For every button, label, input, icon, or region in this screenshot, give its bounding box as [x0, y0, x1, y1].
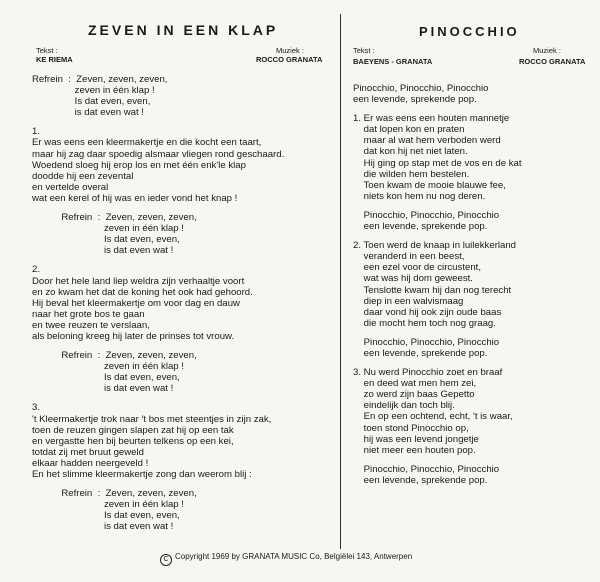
lyric-line	[32, 118, 284, 126]
lyric-line: Is dat even, even,	[32, 510, 180, 522]
lyric-line: doodde hij een zevental	[32, 170, 134, 182]
lyric-line: En het slimme kleermakertje zong dan weerom blij :	[32, 469, 252, 480]
lyric-line: 1.	[32, 126, 41, 138]
lyric-line: elkaar hadden neergeveld !	[32, 457, 149, 469]
lyric-line: diep in een walvismaag	[353, 295, 464, 307]
lyric-line: Pinocchio, Pinocchio, Pinocchio	[353, 83, 489, 94]
lyric-line: en vertelde overal	[32, 181, 109, 193]
lyric-line: zeven in één klap !	[32, 223, 184, 235]
lyric-line: Hij ging op stap met de vos en de kat	[353, 157, 522, 169]
lyric-line	[32, 204, 284, 212]
lyric-line: eindelijk dan toch blij.	[353, 400, 455, 412]
lyric-line: Pinocchio, Pinocchio, Pinocchio	[353, 209, 500, 221]
lyric-line: wat een kerel of hij was en ieder vond het knap !	[32, 192, 238, 204]
lyric-line: zeven in één klap !	[32, 361, 184, 373]
lyric-line: Refrein : Zeven, zeven, zeven,	[32, 212, 197, 224]
left-song-title: ZEVEN IN EEN KLAP	[88, 22, 279, 38]
lyric-line: hij was een levend jongetje	[353, 433, 479, 445]
lyric-line: 1. Er was eens een houten mannetje	[353, 113, 510, 125]
lyric-line: is dat even wat !	[32, 107, 144, 119]
lyric-line	[353, 329, 522, 337]
lyric-line: en deed wat men hem zei,	[353, 378, 477, 390]
lyric-line: een levende, sprekende pop.	[353, 347, 488, 359]
lyric-line: En op een ochtend, echt, 't is waar,	[353, 411, 513, 423]
lyric-line: 3. Nu werd Pinocchio zoet en braaf	[353, 367, 503, 379]
copyright-footer	[160, 552, 412, 566]
lyric-line	[32, 256, 284, 264]
lyric-line: Woedend sloeg hij erop los en met één enk'le klap	[32, 159, 246, 171]
lyric-line: is dat even wat !	[32, 383, 174, 395]
lyric-line	[32, 394, 284, 402]
lyric-line: Hij beval het kleermakertje om voor dag en dauw	[32, 297, 240, 309]
lyric-line: 2. Toen werd de knaap in luilekkerland	[353, 240, 517, 252]
lyric-line: Tenslotte kwam hij dan nog terecht	[353, 284, 512, 296]
lyric-line: dat kon hij net niet laten.	[353, 146, 468, 158]
lyric-line: 2.	[32, 264, 41, 276]
lyric-line: wat was hij dom geweest.	[353, 273, 473, 285]
lyric-line: totdat zij met bruut geweld	[32, 446, 144, 458]
right-tekst-label: Tekst :	[353, 46, 375, 55]
lyric-line	[32, 480, 284, 488]
right-muziek-label: Muziek :	[533, 46, 561, 55]
lyric-line: Refrein : Zeven, zeven, zeven,	[32, 350, 197, 362]
copyright-symbol: C	[160, 554, 172, 566]
lyric-line: Refrein : Zeven, zeven, zeven,	[32, 488, 197, 500]
lyric-line: daar vond hij ook zijn oude baas	[353, 306, 502, 318]
lyric-line: niet meer een houten pop.	[353, 444, 476, 456]
right-tekst-author: BAEYENS - GRANATA	[353, 57, 433, 66]
lyric-line: maar al wat hem verboden werd	[353, 135, 501, 147]
lyric-line: een levende, sprekende pop.	[353, 474, 488, 486]
lyric-line: een levende, sprekende pop.	[353, 94, 477, 106]
lyric-line: zeven in één klap !	[32, 499, 184, 511]
lyric-line: en vergastte hen bij beurten telkens op een kei,	[32, 435, 234, 447]
lyric-line: Toen kwam de mooie blauwe fee,	[353, 179, 506, 191]
lyric-line: zeven in één klap !	[32, 85, 155, 97]
lyric-line: Pinocchio, Pinocchio, Pinocchio	[353, 336, 500, 348]
right-song-title: PINOCCHIO	[419, 24, 520, 39]
lyric-line: 't Kleermakertje trok naar 't bos met steentjes in zijn zak,	[32, 413, 272, 425]
lyric-line: een ezel voor de circustent,	[353, 262, 481, 274]
left-tekst-label: Tekst :	[36, 46, 58, 55]
left-lyrics	[32, 74, 284, 532]
lyric-line: Pinocchio, Pinocchio, Pinocchio	[353, 463, 500, 475]
lyric-line	[353, 105, 522, 113]
column-divider	[340, 14, 341, 549]
lyric-line	[353, 456, 522, 464]
lyric-line: Is dat even, even,	[32, 96, 151, 108]
lyric-line: is dat even wat !	[32, 245, 174, 257]
lyric-line: en twee reuzen te verslaan,	[32, 319, 150, 331]
lyric-line: Refrein : Zeven, zeven, zeven,	[32, 74, 168, 85]
lyric-line: Is dat even, even,	[32, 372, 180, 384]
lyric-line	[353, 359, 522, 367]
lyric-line	[353, 232, 522, 240]
lyric-line: die wilden hem bestelen.	[353, 168, 470, 180]
lyric-line: maar hij zag daar spoedig alsmaar vliegen rond geschaard.	[32, 148, 285, 160]
right-muziek-author: ROCCO GRANATA	[519, 57, 586, 66]
lyric-line: niets kon hem nu nog deren.	[353, 190, 486, 202]
left-tekst-author: KE RIEMA	[36, 55, 73, 64]
lyric-line: veranderd in een beest,	[353, 251, 465, 263]
lyric-line: naar het grote bos te gaan	[32, 308, 145, 320]
lyric-line: toen stond Pinocchio op,	[353, 422, 469, 434]
left-muziek-author: ROCCO GRANATA	[256, 55, 323, 64]
lyric-line: Is dat even, even,	[32, 234, 180, 246]
lyric-line: toen de reuzen gingen slapen zat hij op een tak	[32, 424, 234, 436]
right-lyrics	[353, 83, 522, 486]
left-muziek-label: Muziek :	[276, 46, 304, 55]
lyric-line: Door het hele land liep weldra zijn verhaaltje voort	[32, 275, 245, 287]
lyric-line: 3.	[32, 402, 41, 414]
lyric-line: die mocht hem toch nog graag.	[353, 317, 496, 329]
lyric-line: als beloning kreeg hij later de prinses tot vrouw.	[32, 330, 235, 342]
lyric-line: Er was eens een kleermakertje en die kocht een taart,	[32, 137, 262, 149]
lyric-line: is dat even wat !	[32, 521, 174, 533]
copyright-text: Copyright 1969 by GRANATA MUSIC Co, Belgiëlei 143, Antwerpen	[175, 552, 413, 561]
lyric-line	[353, 202, 522, 210]
lyric-line: zo werd zijn baas Gepetto	[353, 389, 475, 401]
lyric-line: en zo kwam het dat de koning het ook had gehoord.	[32, 286, 253, 298]
lyric-line	[32, 342, 284, 350]
lyric-line: dat lopen kon en praten	[353, 124, 465, 136]
lyric-line: een levende, sprekende pop.	[353, 221, 488, 233]
